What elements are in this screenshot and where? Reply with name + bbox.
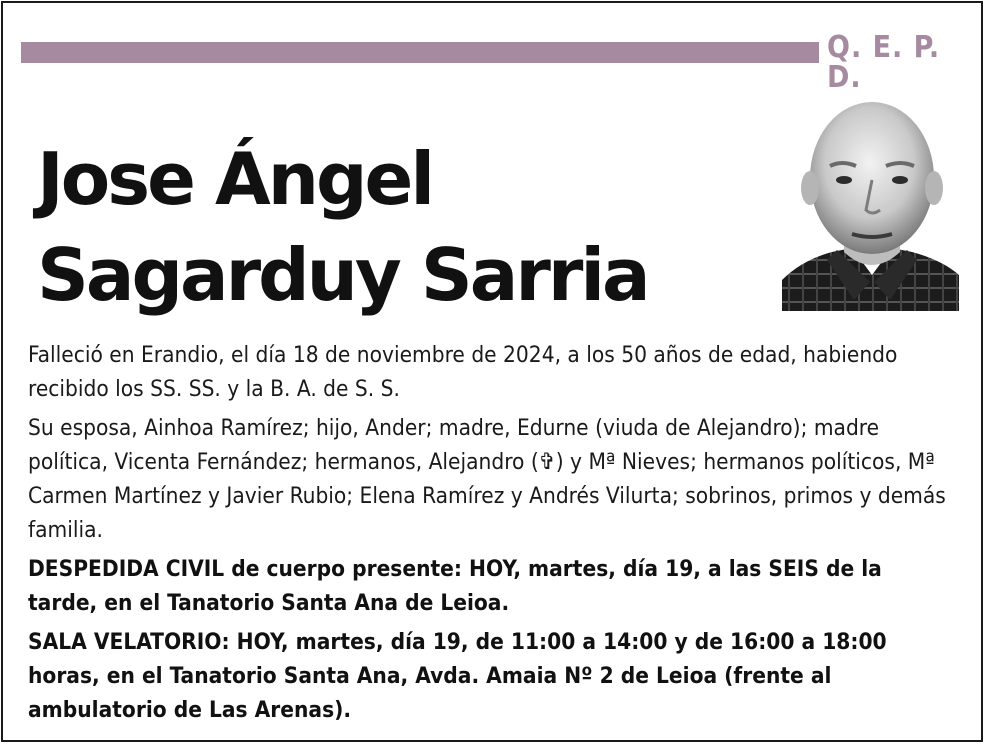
obituary-body <box>28 338 958 732</box>
family-paragraph: Su esposa, Ainhoa Ramírez; hijo, Ander; madre, Edurne (viuda de Alejandro); madre política, Vicenta Fernández; hermanos, Alejandro (✞) y Mª Nieves; hermanos políticos, Mª Carmen Martínez y Javier Rubio; Elena Ramírez y Andrés Vilurta; sobrinos, primos y demás familia. <box>28 415 946 543</box>
portrait-icon <box>782 100 959 311</box>
farewell-paragraph: DESPEDIDA CIVIL de cuerpo presente: HOY, martes, día 19, a las SEIS de la tarde, en el Tanatorio Santa Ana de Leioa. <box>28 556 882 616</box>
wake-paragraph: SALA VELATORIO: HOY, martes, día 19, de 11:00 a 14:00 y de 16:00 a 18:00 horas, en el Tanatorio Santa Ana, Avda. Amaia Nº 2 de Leioa (frente al ambulatorio de Las Arenas). <box>28 629 887 723</box>
portrait-photo <box>782 100 959 311</box>
death-paragraph: Falleció en Erandio, el día 18 de noviembre de 2024, a los 50 años de edad, habiendo recibido los SS. SS. y la B. A. de S. S. <box>28 342 898 402</box>
name-line-2: Sagarduy Sarria <box>37 233 648 317</box>
header-bar <box>21 42 819 63</box>
deceased-name <box>37 131 648 323</box>
qepd-label: Q. E. P. D. <box>827 30 941 95</box>
obituary-card <box>1 1 983 742</box>
name-line-1: Jose Ángel <box>37 137 433 221</box>
